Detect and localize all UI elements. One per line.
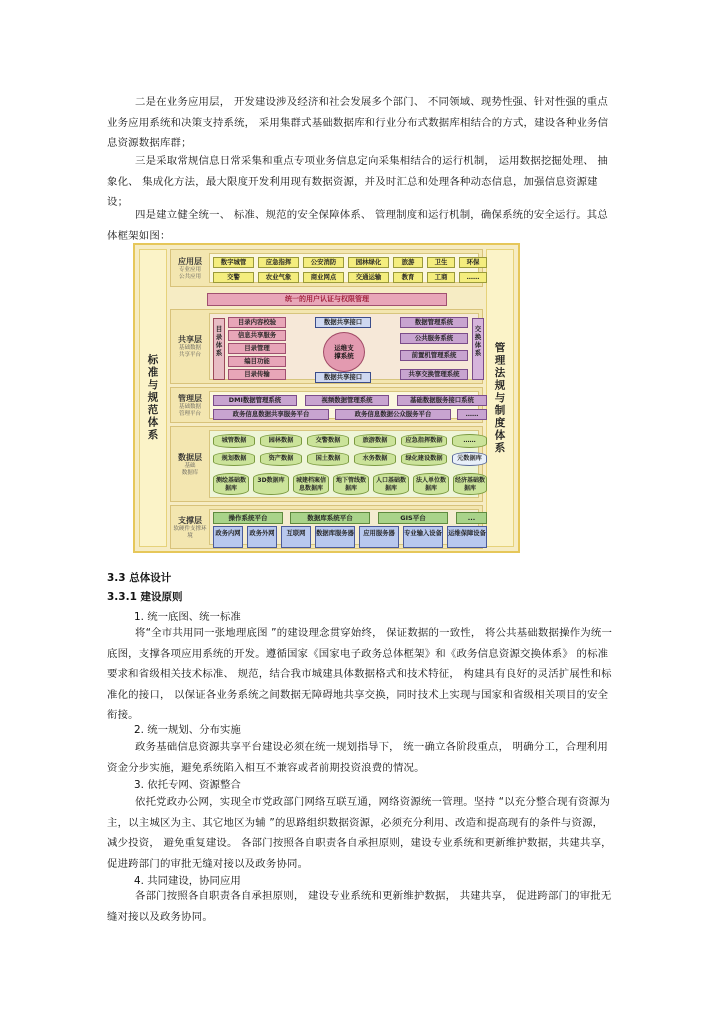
db-cylinder: 旅游数据 [354, 434, 396, 448]
infra-box: 运维保障设备 [447, 526, 487, 548]
catalog-item: 目录内容校验 [228, 317, 286, 328]
layer-name: 共享层 [178, 335, 202, 344]
db-cylinder: 城建档案信息数据库 [293, 473, 329, 495]
db-cylinder: 绿化建设数据 [401, 452, 447, 466]
db-cylinder: 园林数据 [260, 434, 302, 448]
app-chip: 旅游 [393, 257, 423, 268]
infra-box: 专业输入设备 [403, 526, 443, 548]
subsection-heading: 3.3.1 建设原则 [107, 591, 183, 603]
infra-box: 政务内网 [213, 526, 243, 548]
db-cylinder: 水务数据 [354, 452, 396, 466]
mgmt-item: 基础数据服务接口系统 [397, 395, 487, 406]
app-chip: 公安消防 [303, 257, 344, 268]
exchange-item: 前置机管理系统 [400, 350, 468, 361]
standards-side-panel [139, 249, 167, 547]
layer-name: 应用层 [178, 256, 202, 266]
infra-box: 互联网 [281, 526, 311, 548]
app-chip: 环保 [459, 257, 487, 268]
platform-bar: ... [456, 512, 487, 524]
principle-title-3: 3. 依托专网、资源整合 [134, 779, 241, 791]
catalog-item: 信息共享服务 [228, 330, 286, 341]
principle-title-2: 2. 统一规划、分布实施 [134, 724, 241, 736]
catalog-item: 目录管理 [228, 343, 286, 354]
section-heading: 3.3 总体设计 [107, 572, 172, 584]
top-share-interface: 数据共享接口 [315, 317, 371, 328]
app-chip: 教育 [393, 272, 423, 283]
data-layer [170, 426, 483, 502]
mgmt-item: 视频数据管理系统 [305, 395, 389, 406]
layer-sub: 基础数据 共享平台 [178, 345, 201, 358]
principle-title-1: 1. 统一底图、统一标准 [134, 611, 241, 623]
paragraph-security-system: 四是建立健全统一、 标准、规范的安全保障体系、 管理制度和运行机制，确保系统的安全运行。其总体框架如图： [107, 209, 608, 242]
layer-name: 数据层 [178, 452, 202, 462]
db-cylinder: 城管数据 [213, 434, 255, 448]
layer-name: 支撑层 [178, 515, 202, 525]
metadata-db-cylinder: 元数据库 [452, 452, 487, 466]
catalog-system-label: 目录体系 [213, 318, 225, 380]
catalog-item: 编目功能 [228, 356, 286, 367]
app-chip: 卫生 [427, 257, 455, 268]
db-cylinder: 测绘基础数据库 [213, 473, 249, 495]
exchange-item: 公共服务系统 [400, 333, 468, 344]
layer-name: 管理层 [178, 393, 202, 403]
mgmt-item: DMI数据管理系统 [213, 395, 297, 406]
db-cylinder: 规划数据 [213, 452, 255, 466]
mgmt-item: 政务信息数据共享服务平台 [213, 409, 329, 420]
db-cylinder: 人口基础数据库 [373, 473, 409, 495]
db-cylinder: 地下管线数据库 [333, 473, 369, 495]
standards-label: 标准与规范体系 [146, 354, 159, 442]
regulations-label: 管理法规与制度体系 [493, 341, 506, 455]
principle-text-4: 各部门按照各自职责各自承担原则， 建设专业系统和更新维护数据， 共建共享， 促进跨部门的审批无缝对接以及政务协同。 [107, 890, 612, 923]
bottom-share-interface: 数据共享接口 [315, 372, 371, 383]
principle-text-3: 依托党政办公网，实现全市党政部门网络互联互通，网络资源统一管理。坚持 “以充分整合现有资源为主，以主城区为主、其它地区为辅 ”的思路组织数据资源，必须充分利用、改造和提高现有的条件与资源， 减少投资， 避免重复建设。 各部门按照各自职责各自承担原则，建设专业系统和更新维护数据，共建共享，促进跨部门的审批无缝对接以及政务协同。 [107, 796, 612, 870]
db-cylinder: 应急指挥数据 [401, 434, 447, 448]
principle-text-1: 将“全市共用同一张地理底图 ”的建设理念贯穿始终， 保证数据的一致性， 将公共基础数据操作为统一底图，支撑各项应用系统的开发。遵循国家《国家电子政务总体框架》和《政务信息资源交换体系》 的标准要求和省级相关技术标准、 规范，结合我市城建具体数据格式和技术特征， 构建具有良好的灵活扩展性和标准化的接口， 以保证各业务系统之间数据无障碍地共享交换，同时技术上实现与国家和省级相关项目的安全衔接。 [107, 627, 613, 721]
layer-sub: 软硬件支撑环境 [173, 525, 207, 539]
app-chip: 园林绿化 [348, 257, 389, 268]
support-layer [170, 505, 486, 549]
auth-bar: 统一的用户认证与权限管理 [207, 293, 447, 306]
app-chip: 商业网点 [303, 272, 344, 283]
app-chip: 应急指挥 [258, 257, 299, 268]
app-chip: 农业气象 [258, 272, 299, 283]
db-cylinder: 经济基础数据库 [453, 473, 487, 495]
catalog-item: 目录传输 [228, 369, 286, 380]
ops-support-circle [323, 332, 365, 372]
db-cylinder: 国土数据 [307, 452, 349, 466]
ops-support-label: 运维支撑系统 [334, 344, 354, 360]
infra-box: 应用服务器 [359, 526, 399, 548]
principle-text-2: 政务基础信息资源共享平台建设必须在统一规划指导下， 统一确立各阶段重点， 明确分工，合理利用资金分步实施，避免系统陷入相互不兼容或者前期投资浪费的情况。 [107, 741, 608, 774]
app-chip: 交通运输 [348, 272, 389, 283]
app-chip: …… [459, 272, 487, 283]
application-layer [170, 249, 483, 287]
app-chip: 工商 [427, 272, 455, 283]
exchange-item: 共享交换管理系统 [400, 369, 468, 380]
mgmt-item: …… [457, 409, 487, 420]
platform-bar: 数据库系统平台 [290, 512, 370, 524]
db-cylinder: …… [452, 434, 487, 448]
infra-box: 政务外网 [247, 526, 277, 548]
layer-sub: 基础数据 管理平台 [178, 403, 201, 417]
regulations-side-panel [486, 249, 514, 547]
paragraph-business-layer: 二是在业务应用层， 开发建设涉及经济和社会发展多个部门、 不同领域、现势性强、针对性强的重点业务应用系统和决策支持系统， 采用集群式基础数据库和行业分布式数据库相结合的方式，建设各种业务信息资源数据库群； [107, 96, 609, 149]
management-layer [170, 387, 483, 423]
db-cylinder: 资产数据 [260, 452, 302, 466]
mgmt-item: 政务信息数据公众服务平台 [335, 409, 451, 420]
platform-bar: 操作系统平台 [213, 512, 283, 524]
layer-sub: 基础 数据库 [181, 462, 199, 476]
architecture-diagram [133, 243, 520, 553]
db-cylinder: 法人单位数据库 [413, 473, 449, 495]
exchange-item: 数据管理系统 [400, 317, 468, 328]
platform-bar: GIS平台 [378, 512, 448, 524]
layer-sub: 专业应用 公共应用 [178, 266, 201, 280]
db-cylinder: 交警数据 [307, 434, 349, 448]
share-layer [170, 309, 483, 384]
app-chip: 数字城管 [213, 257, 254, 268]
paragraph-collection-mechanism: 三是采取常规信息日常采集和重点专项业务信息定向采集相结合的运行机制， 运用数据挖掘处理、 抽象化、 集成化方法，最大限度开发利用现有数据资源，并及时汇总和处理各种动态信息，加强信息资源建设； [107, 155, 608, 208]
exchange-system-label: 交换体系 [472, 318, 484, 380]
principle-title-4: 4. 共同建设，协同应用 [134, 875, 241, 887]
infra-box: 数据库服务器 [315, 526, 355, 548]
app-chip: 交警 [213, 272, 254, 283]
db-cylinder: 3D数据库 [253, 473, 289, 495]
